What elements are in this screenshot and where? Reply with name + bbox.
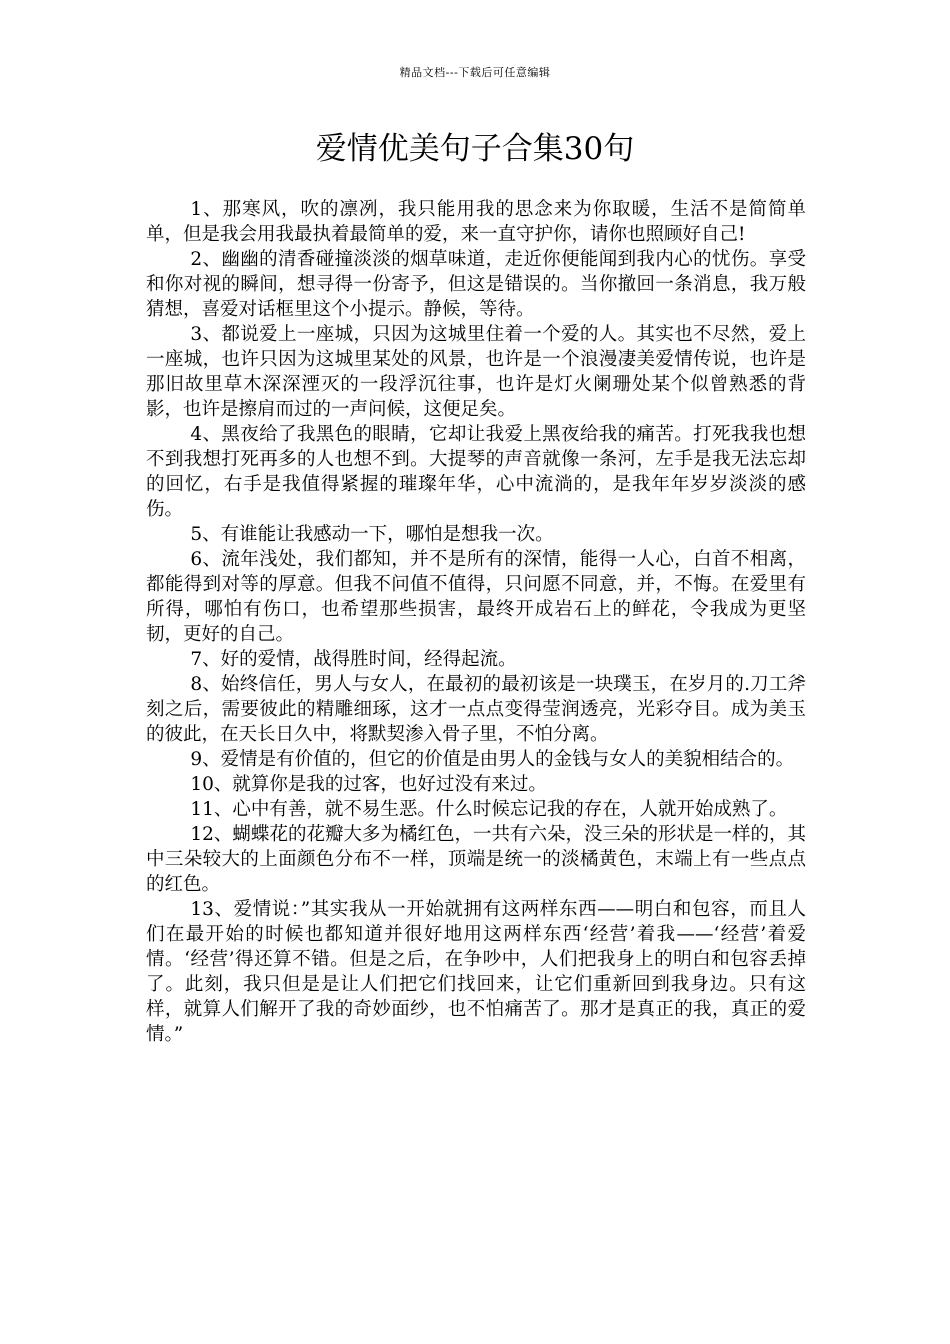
paragraph: 2、幽幽的清香碰撞淡淡的烟草味道，走近你便能闻到我内心的忧伤。享受和你对视的瞬间，想寻得一份寄予，但这是错误的。当你撤回一条消息，我万般猜想，喜爱对话框里这个小提示。静候，等待。 bbox=[146, 249, 806, 320]
document-title: 爱情优美句子合集30句 bbox=[315, 131, 635, 167]
paragraph: 8、始终信任，男人与女人，在最初的最初该是一块璞玉，在岁月的.刀工斧刻之后，需要彼此的精雕细琢，这才一点点变得莹润透亮，光彩夺目。成为美玉的彼此，在天长日久中，将默契渗入骨子里，不怕分离。 bbox=[146, 674, 806, 745]
header-note: 精品文档---下载后可任意编辑 bbox=[399, 66, 551, 79]
paragraph: 12、蝴蝶花的花瓣大多为橘红色，一共有六朵，没三朵的形状是一样的，其中三朵较大的上面颜色分布不一样，顶端是统一的淡橘黄色，末端上有一些点点的红色。 bbox=[146, 824, 806, 895]
paragraph: 11、心中有善，就不易生恶。什么时候忘记我的存在，人就开始成熟了。 bbox=[190, 799, 788, 820]
paragraph: 5、有谁能让我感动一下，哪怕是想我一次。 bbox=[190, 524, 554, 545]
paragraph: 9、爱情是有价值的，但它的价值是由男人的金钱与女人的美貌相结合的。 bbox=[190, 749, 795, 770]
paragraph: 7、好的爱情，战得胜时间，经得起流。 bbox=[190, 649, 517, 670]
document-body bbox=[146, 197, 806, 1047]
paragraph: 3、都说爱上一座城，只因为这城里住着一个爱的人。其实也不尽然，爱上一座城，也许只因为这城里某处的风景，也许是一个浪漫凄美爱情传说，也许是那旧故里草木深深湮灭的一段浮沉往事，也许是灯火阑珊处某个似曾熟悉的背影，也许是擦肩而过的一声问候，这便足矣。 bbox=[146, 324, 806, 420]
paragraph: 13、爱情说：”其实我从一开始就拥有这两样东西——明白和包容，而且人们在最开始的时候也都知道并很好地用这两样东西‘经营’着我——‘经营’着爱情。‘经营’得还算不错。但是之后，在争吵中，人们把我身上的明白和包容丢掉了。此刻，我只但是是让人们把它们找回来，让它们重新回到我身边。只有这样，就算人们解开了我的奇妙面纱，也不怕痛苦了。那才是真正的我，真正的爱情。” bbox=[146, 899, 806, 1045]
paragraph: 6、流年浅处，我们都知，并不是所有的深情，能得一人心，白首不相离，都能得到对等的厚意。但我不问值不值得，只问愿不同意，并，不悔。在爱里有所得，哪怕有伤口，也希望那些损害，最终开成岩石上的鲜花，令我成为更坚韧，更好的自己。 bbox=[146, 549, 806, 645]
paragraph: 1、那寒风，吹的凛冽，我只能用我的思念来为你取暖，生活不是简简单单，但是我会用我最执着最简单的爱，来一直守护你，请你也照顾好自己! bbox=[146, 199, 806, 245]
paragraph: 10、就算你是我的过客，也好过没有来过。 bbox=[190, 774, 547, 795]
paragraph: 4、黑夜给了我黑色的眼睛，它却让我爱上黑夜给我的痛苦。打死我我也想不到我想打死再多的人也想不到。大提琴的声音就像一条河，左手是我无法忘却的回忆，右手是我值得紧握的璀璨年华，心中流淌的，是我年年岁岁淡淡的感伤。 bbox=[146, 424, 806, 520]
